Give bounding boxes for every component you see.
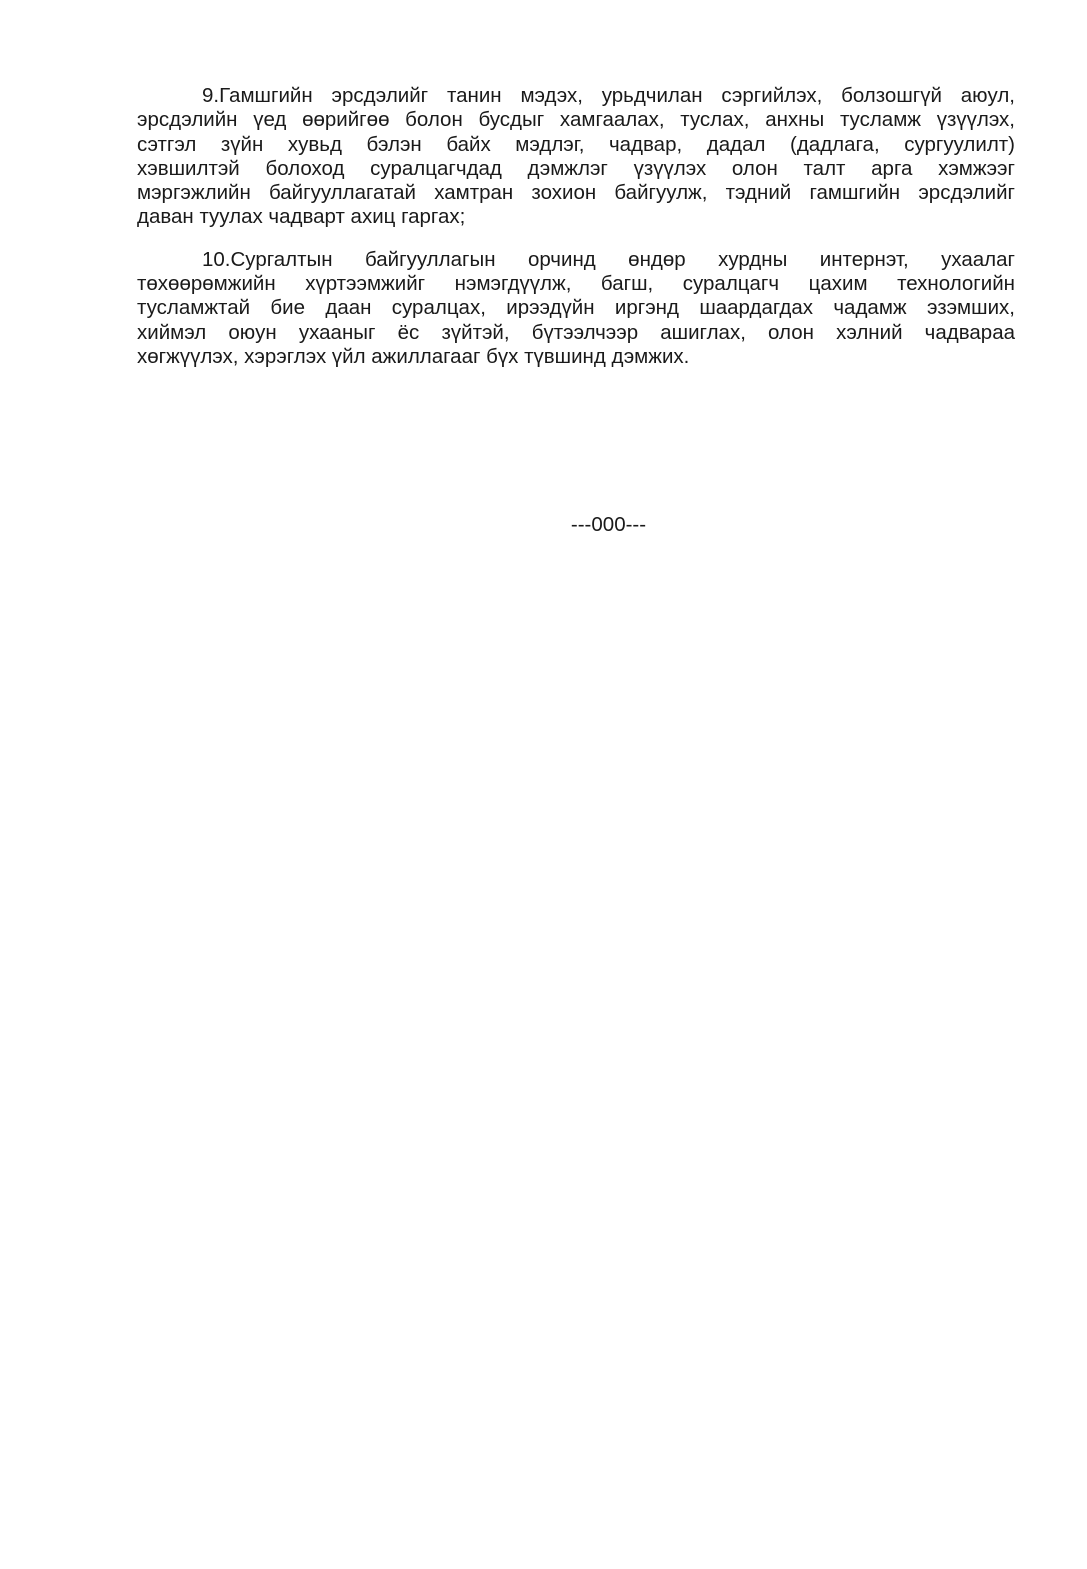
- paragraph-10-line: 10.Сургалтын байгууллагын орчинд өндөр хурдны интернэт, ухаалаг: [202, 247, 1015, 271]
- paragraph-9: [137, 84, 1015, 230]
- paragraph-9-line: эрсдэлийн үед өөрийгөө болон бусдыг хамгаалах, туслах, анхны тусламж үзүүлэх,: [137, 108, 1015, 132]
- paragraph-10-line: хиймэл оюун ухааныг ёс зүйтэй, бүтээлчээр ашиглах, олон хэлний чадвараа: [137, 320, 1015, 344]
- paragraph-10-line: тусламжтай бие даан суралцах, ирээдүйн иргэнд шаардагдах чадамж эзэмших,: [137, 296, 1015, 320]
- paragraph-10: [137, 248, 1015, 369]
- paragraph-9-line: хэвшилтэй болоход суралцагчдад дэмжлэг үзүүлэх олон талт арга хэмжээг: [137, 156, 1015, 180]
- document-body: [137, 84, 1015, 369]
- paragraph-9-line: мэргэжлийн байгууллагатай хамтран зохион байгуулж, тэдний гамшгийн эрсдэлийг: [137, 181, 1015, 205]
- paragraph-10-line: хөгжүүлэх, хэрэглэх үйл ажиллагааг бүх түвшинд дэмжих.: [137, 344, 690, 368]
- paragraph-10-line: төхөөрөмжийн хүртээмжийг нэмэгдүүлж, багш, суралцагч цахим технологийн: [137, 272, 1015, 296]
- paragraph-9-line: даван туулах чадварт ахиц гаргах;: [137, 205, 466, 229]
- paragraph-9-line: сэтгэл зүйн хувьд бэлэн байх мэдлэг, чадвар, дадал (дадлага, сургуулилт): [137, 132, 1015, 156]
- paragraph-9-line: 9.Гамшгийн эрсдэлийг танин мэдэх, урьдчилан сэргийлэх, болзошгүй аюул,: [202, 84, 1015, 107]
- document-end-mark: ---000---: [570, 513, 647, 536]
